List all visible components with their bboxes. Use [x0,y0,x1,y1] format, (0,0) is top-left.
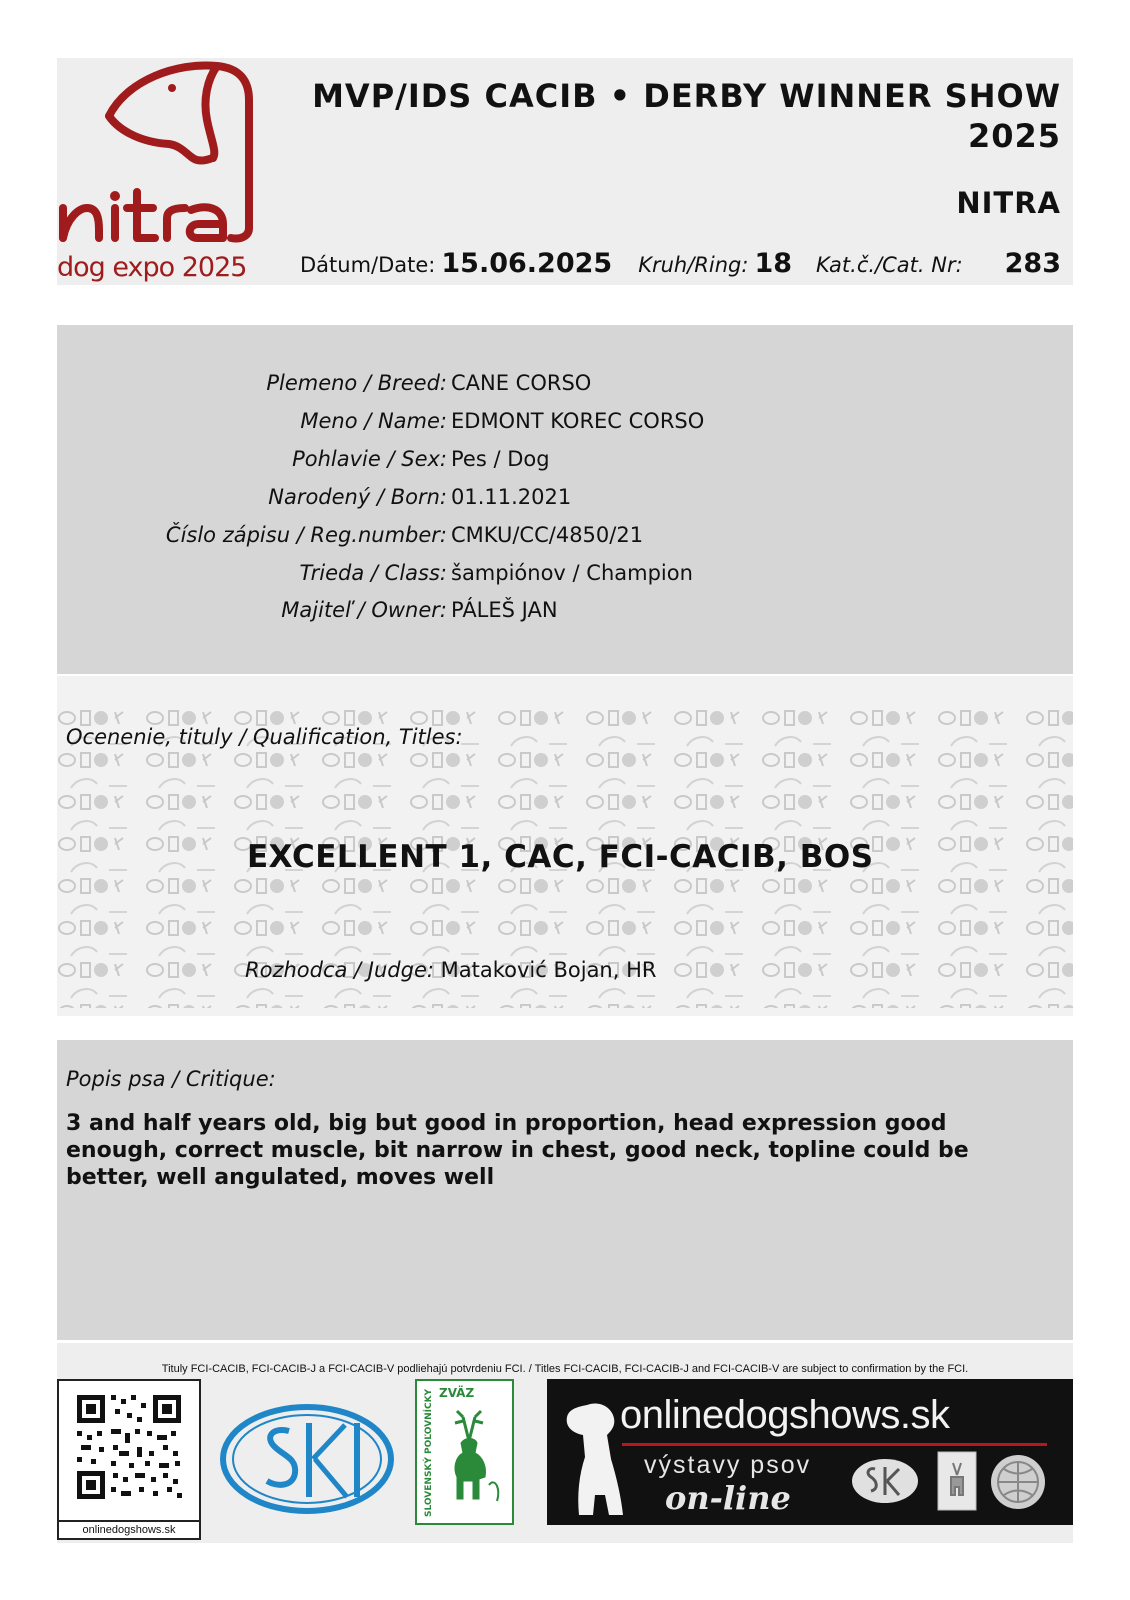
footer [57,1343,1073,1543]
fci-globe-icon [989,1453,1047,1511]
info-row-name [57,409,1073,447]
zvaz-small-icon [937,1451,977,1511]
qualification-band [57,676,1073,1016]
class-value: šampiónov / Champion [451,561,693,585]
breed-value: CANE CORSO [451,371,592,395]
born-value: 01.11.2021 [451,485,572,509]
sex-value: Pes / Dog [451,447,550,471]
skj-logo-icon [217,1401,397,1517]
owner-label: Majiteľ / Owner: [281,598,447,622]
critique-text: 3 and half years old, big but good in proportion, head expression good enough, correct muscle, bit narrow in chest, good neck, topline could be better, well angulated, moves well [66,1111,969,1190]
dog-info [57,325,1073,674]
class-label: Trieda / Class: [299,561,447,585]
nitra-dog-expo-logo [57,58,267,285]
reg-label: Číslo zápisu / Reg.number: [165,523,447,547]
reg-value: CMKU/CC/4850/21 [451,523,644,547]
name-value: EDMONT KOREC CORSO [451,409,705,433]
deer-icon [417,1381,512,1523]
zvaz-text: ZVÄZ [439,1386,475,1400]
logo-text: dog expo 2025 [57,252,247,283]
qr-code-icon [59,1381,199,1520]
owner-value: PÁLEŠ JAN [451,598,558,622]
ring-label: Kruh/Ring: [638,253,749,277]
dog-head-icon [57,58,267,258]
info-row-owner [57,598,1073,636]
critique-label: Popis psa / Critique: [66,1067,276,1091]
qr-code[interactable] [57,1379,201,1540]
ring-value: 18 [754,248,793,279]
qualification-value: EXCELLENT 1, CAC, FCI-CACIB, BOS [247,839,874,875]
qualification-label: Ocenenie, tituly / Qualification, Titles: [66,725,463,749]
judge-line [245,958,656,982]
judge-label: Rozhodca / Judge: [245,958,434,982]
info-row-class [57,561,1073,599]
catalog-label: Kat.č./Cat. Nr: [816,253,963,277]
event-meta [300,248,1061,284]
born-label: Narodený / Born: [268,485,447,509]
fci-note: Tituly FCI-CACIB, FCI-CACIB-J a FCI-CACIB-V podliehajú potvrdeniu FCI. / Titles FCI-CACIB, FCI-CACIB-J and FCI-CACIB-V are subject to confirmation by the FCI. [161,1363,969,1375]
name-label: Meno / Name: [300,409,447,433]
date-value: 15.06.2025 [441,248,613,279]
event-city: NITRA [956,186,1061,220]
skj-small-icon [849,1455,921,1507]
info-row-born [57,485,1073,523]
header [57,58,1073,285]
qr-caption: onlinedogshows.sk [59,1520,199,1538]
sex-label: Pohlavie / Sex: [292,447,447,471]
info-row-reg [57,523,1073,561]
event-title: MVP/IDS CACIB • DERBY WINNER SHOW 2025 [312,77,1061,155]
zvaz-vertical: SLOVENSKÝ POĽOVNÍCKY [424,1388,434,1517]
banner-title: onlinedogshows.sk [620,1393,950,1437]
critique-section [57,1040,1073,1340]
banner-script: on-line [665,1479,791,1517]
info-row-breed [57,371,1073,409]
zvaz-logo [415,1379,514,1525]
info-row-sex [57,447,1073,485]
judge-value: Mataković Bojan, HR [440,958,657,982]
onlinedogshows-banner[interactable] [547,1379,1073,1525]
breed-label: Plemeno / Breed: [266,371,447,395]
catalog-value: 283 [1004,248,1061,279]
banner-subtitle: výstavy psov [644,1451,812,1479]
banner-divider [622,1443,1047,1446]
date-label: Dátum/Date: [300,253,436,277]
